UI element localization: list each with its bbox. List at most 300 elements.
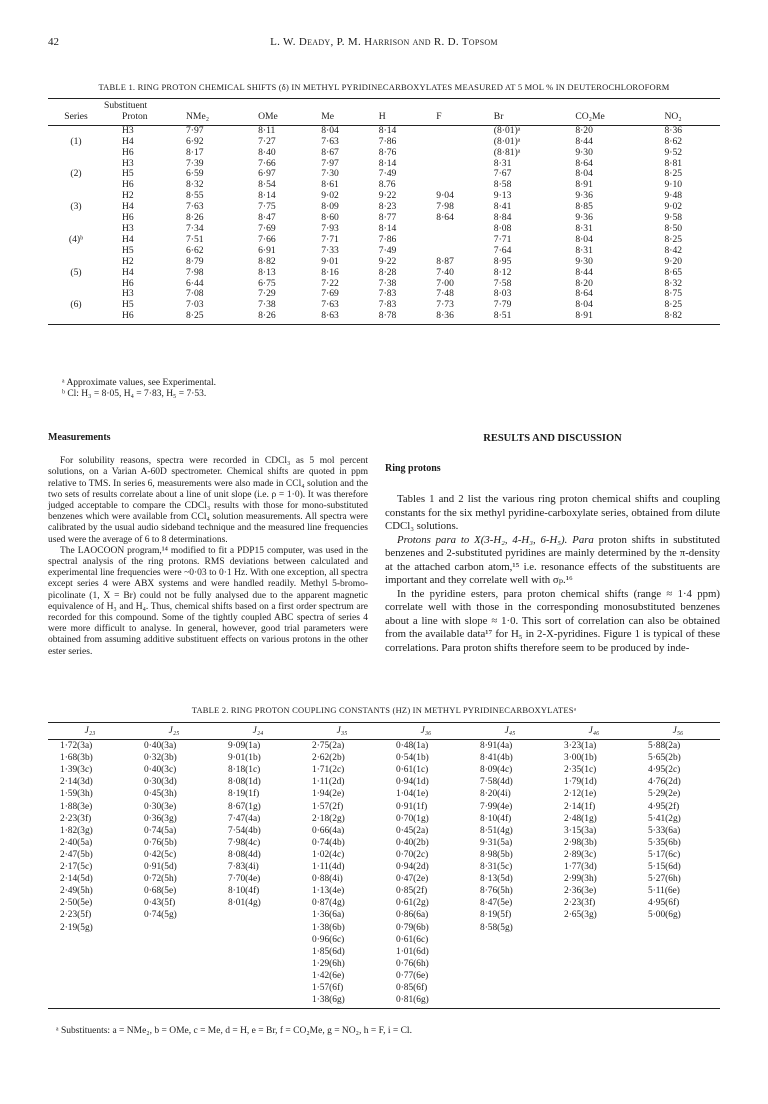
substituent-label: Substituent bbox=[104, 99, 184, 112]
results-paragraph-text: proton shifts in substituted benzenes and 2-substituted pyridines are mainly determined by the π-density at the attached carbon atom,¹⁵ i.e. resonance effects of the substituents are important and they correlate well with σₚ.¹⁶ bbox=[385, 533, 720, 586]
coupling-cell bbox=[468, 982, 552, 994]
shift-cell: 9·48 bbox=[664, 190, 683, 202]
shift-cell: 7·51 bbox=[186, 233, 204, 245]
shift-cell: 7·69 bbox=[258, 222, 276, 234]
shift-cell: 8·14 bbox=[378, 222, 397, 234]
coupling-cell: 2·35(1c) bbox=[564, 765, 597, 776]
proton-cell: H6 bbox=[122, 179, 134, 191]
shift-cell: 9·36 bbox=[575, 190, 593, 202]
shift-cell: 7·29 bbox=[258, 288, 276, 300]
coupling-cell: 0·87(4g) bbox=[312, 898, 345, 909]
shift-cell: 9·30 bbox=[575, 146, 593, 158]
shift-cell: 7·39 bbox=[186, 157, 204, 169]
coupling-cell: 1·36(6a) bbox=[312, 910, 345, 921]
coupling-cell: 8·51(4g) bbox=[480, 825, 513, 836]
para-protons-lead: Protons para to X(3-H₂, 4-H₃, 6-H₅). bbox=[397, 533, 568, 546]
shift-cell: 8·14 bbox=[378, 124, 397, 136]
table-row bbox=[48, 885, 720, 897]
shift-cell: 7·73 bbox=[436, 299, 454, 311]
proton-cell: H4 bbox=[122, 233, 134, 245]
shift-cell: 8·04 bbox=[575, 299, 593, 311]
measurements-heading: Measurements bbox=[48, 432, 111, 443]
proton-cell: H2 bbox=[122, 190, 134, 202]
table2-column-header: J₂₅ bbox=[132, 723, 216, 740]
coupling-cell: 5·15(6d) bbox=[648, 862, 681, 873]
shift-cell: 8·31 bbox=[493, 157, 512, 169]
shift-cell: 7·71 bbox=[321, 233, 339, 245]
shift-cell: 8·75 bbox=[664, 288, 683, 300]
shift-cell: 8·14 bbox=[378, 157, 397, 169]
coupling-cell: 3·00(1b) bbox=[564, 753, 597, 764]
coupling-cell: 0·48(1a) bbox=[396, 741, 429, 752]
shift-cell: 9·10 bbox=[664, 179, 683, 191]
coupling-cell: 2·48(1g) bbox=[564, 813, 597, 824]
coupling-cell bbox=[132, 970, 216, 982]
table-row bbox=[48, 873, 720, 885]
shift-cell: 7·63 bbox=[321, 135, 339, 147]
coupling-cell: 3·15(3a) bbox=[564, 825, 597, 836]
shift-cell: 8·50 bbox=[664, 222, 683, 234]
coupling-cell: 8·13(5d) bbox=[480, 874, 513, 885]
proton-cell: H3 bbox=[122, 222, 134, 234]
shift-cell: 9·22 bbox=[378, 190, 397, 202]
coupling-cell: 5·17(6c) bbox=[648, 849, 681, 860]
table-row bbox=[48, 311, 720, 324]
table-row bbox=[48, 922, 720, 934]
shift-cell: 7·86 bbox=[378, 233, 397, 245]
coupling-cell: 0·74(4b) bbox=[312, 837, 345, 848]
shift-cell bbox=[434, 159, 492, 170]
coupling-cell bbox=[552, 934, 636, 946]
coupling-cell: 7·83(4i) bbox=[228, 862, 259, 873]
shift-cell: 8·20 bbox=[575, 124, 593, 136]
coupling-cell: 9·09(1a) bbox=[228, 741, 261, 752]
shift-cell: 9·13 bbox=[493, 190, 512, 202]
coupling-cell: 0·74(5g) bbox=[144, 910, 177, 921]
coupling-cell: 2·14(3d) bbox=[60, 777, 93, 788]
coupling-cell bbox=[552, 922, 636, 934]
proton-cell: H6 bbox=[122, 277, 134, 289]
shift-cell: 8·25 bbox=[664, 299, 683, 311]
coupling-cell: 4·76(2d) bbox=[648, 777, 681, 788]
proton-cell: H4 bbox=[122, 266, 134, 278]
coupling-cell: 0·42(5c) bbox=[144, 849, 177, 860]
coupling-cell: 1·29(6h) bbox=[312, 958, 345, 969]
coupling-cell bbox=[216, 958, 300, 970]
coupling-cell: 2·49(5h) bbox=[60, 886, 93, 897]
table-row bbox=[48, 740, 720, 753]
table-row bbox=[48, 982, 720, 994]
series-cell bbox=[48, 257, 104, 268]
coupling-cell: 0·45(3h) bbox=[144, 789, 177, 800]
coupling-cell: 0·66(4a) bbox=[312, 825, 345, 836]
page-header bbox=[48, 36, 720, 50]
coupling-cell bbox=[636, 982, 720, 994]
shift-cell: 8·32 bbox=[186, 179, 204, 191]
table-row bbox=[48, 813, 720, 825]
coupling-cell: 8·98(5b) bbox=[480, 849, 513, 860]
proton-cell: H6 bbox=[122, 212, 134, 224]
coupling-cell: 0·85(2f) bbox=[396, 886, 428, 897]
shift-cell: 8·11 bbox=[258, 124, 276, 136]
shift-cell: 8·84 bbox=[493, 212, 512, 224]
coupling-cell bbox=[468, 946, 552, 958]
running-head: L. W. Deady, P. M. Harrison and R. D. Topsom bbox=[270, 36, 498, 48]
coupling-cell: 8·08(4d) bbox=[228, 849, 261, 860]
shift-cell: 8·47 bbox=[258, 212, 276, 224]
shift-cell: 7·00 bbox=[436, 277, 454, 289]
coupling-cell bbox=[48, 946, 132, 958]
table1-column-header: Series bbox=[48, 112, 104, 125]
shift-cell: 8·04 bbox=[321, 124, 339, 136]
shift-cell bbox=[434, 148, 492, 159]
table-row bbox=[48, 788, 720, 800]
table-row bbox=[48, 934, 720, 946]
shift-cell: 7·67 bbox=[493, 168, 512, 180]
table2-column-header: J₄₅ bbox=[468, 723, 552, 740]
shift-cell: 7·40 bbox=[436, 266, 454, 278]
shift-cell: 7·30 bbox=[321, 168, 339, 180]
coupling-cell: 0·40(3a) bbox=[144, 741, 177, 752]
shift-cell: 8·82 bbox=[662, 311, 720, 324]
coupling-cell: 1·38(6g) bbox=[300, 994, 384, 1009]
shift-cell: 8·12 bbox=[493, 266, 512, 278]
shift-cell: 7·38 bbox=[258, 299, 276, 311]
coupling-cell: 2·23(5f) bbox=[60, 910, 92, 921]
table-row bbox=[48, 946, 720, 958]
coupling-cell: 2·19(5g) bbox=[60, 922, 93, 933]
coupling-cell: 1·57(6f) bbox=[312, 982, 344, 993]
shift-cell: 7·97 bbox=[321, 157, 339, 169]
proton-cell: H2 bbox=[122, 255, 134, 267]
shift-cell: 9·22 bbox=[378, 255, 397, 267]
coupling-cell: 2·40(5a) bbox=[60, 837, 93, 848]
coupling-cell bbox=[216, 994, 300, 1009]
shift-cell: 8·58 bbox=[493, 179, 512, 191]
measurements-paragraph: For solubility reasons, spectra were recorded in CDCl₃ as 5 mol percent solutions, on a Varian A-60D spectrometer. Chemical shifts are quoted in ppm relative to TMS. In series 6, measurements were also made in CCl₄ solution and the two sets of results correlate about a line of unit slope (i.e. ρ = 1·0). It was therefore judged acceptable to compare the CDCl₃ results with those for mono-substituted benzenes which were available from CCl₄ solution measurements. All spectra were calibrated by the usual audio sideband technique and the measured line frequencies used were the average of 6 to 8 determinations. bbox=[48, 456, 368, 545]
shift-cell: 7·83 bbox=[378, 299, 397, 311]
shift-cell: 6·44 bbox=[186, 277, 204, 289]
coupling-cell bbox=[216, 982, 300, 994]
coupling-cell: 8·47(5e) bbox=[480, 898, 513, 909]
coupling-cell: 2·50(5e) bbox=[60, 898, 93, 909]
coupling-cell: 1·13(4e) bbox=[312, 886, 345, 897]
coupling-cell: 5·27(6h) bbox=[648, 874, 681, 885]
shift-cell: 7·71 bbox=[493, 233, 512, 245]
coupling-cell bbox=[216, 922, 300, 934]
results-section bbox=[385, 432, 720, 655]
coupling-cell: 2·36(3e) bbox=[564, 886, 597, 897]
coupling-cell: 1·38(6b) bbox=[312, 922, 345, 933]
shift-cell: 8·91 bbox=[575, 179, 593, 191]
coupling-cell bbox=[216, 946, 300, 958]
coupling-cell: 8·41(4b) bbox=[480, 753, 513, 764]
proton-cell: H3 bbox=[122, 124, 134, 136]
shift-cell: 7·98 bbox=[436, 201, 454, 213]
shift-cell: 8·64 bbox=[575, 157, 593, 169]
coupling-cell bbox=[636, 946, 720, 958]
coupling-cell: 1·02(4c) bbox=[312, 849, 345, 860]
shift-cell: 7·38 bbox=[378, 277, 397, 289]
shift-cell: 7·03 bbox=[186, 299, 204, 311]
table-row bbox=[48, 257, 720, 268]
coupling-cell: 2·18(2g) bbox=[312, 813, 345, 824]
shift-cell: 8.76 bbox=[378, 179, 396, 191]
shift-cell: 8·64 bbox=[436, 212, 454, 224]
coupling-cell: 0·32(3b) bbox=[144, 753, 177, 764]
coupling-cell: 0·43(5f) bbox=[144, 898, 176, 909]
shift-cell: 8·04 bbox=[575, 168, 593, 180]
shift-cell: 7·79 bbox=[493, 299, 512, 311]
shift-cell: 7·49 bbox=[378, 244, 397, 256]
coupling-cell: 8·58(5g) bbox=[480, 922, 513, 933]
shift-cell: 7·83 bbox=[378, 288, 397, 300]
coupling-cell: 2·12(1e) bbox=[564, 789, 597, 800]
series-cell: (4)ᵇ bbox=[68, 233, 84, 245]
shift-cell: 8·31 bbox=[575, 244, 593, 256]
coupling-cell bbox=[468, 958, 552, 970]
table-row bbox=[48, 801, 720, 813]
coupling-cell bbox=[48, 970, 132, 982]
shift-cell: 7·93 bbox=[321, 222, 339, 234]
coupling-cell: 0·77(6e) bbox=[396, 970, 429, 981]
table-row bbox=[48, 861, 720, 873]
shift-cell: 8·95 bbox=[493, 255, 512, 267]
coupling-cell bbox=[636, 958, 720, 970]
coupling-cell: 5·41(2g) bbox=[648, 813, 681, 824]
coupling-cell: 9·31(5a) bbox=[480, 837, 513, 848]
shift-cell: 8·67 bbox=[321, 146, 339, 158]
series-cell bbox=[48, 148, 104, 159]
shift-cell: 7·48 bbox=[436, 288, 454, 300]
coupling-cell: 0·40(3c) bbox=[144, 765, 177, 776]
coupling-cell: 2·62(2b) bbox=[312, 753, 345, 764]
table1 bbox=[48, 98, 720, 325]
table1-note-a: ᵃ Approximate values, see Experimental. bbox=[62, 378, 217, 388]
shift-cell: 8·26 bbox=[256, 311, 319, 324]
shift-cell: 9·30 bbox=[575, 255, 593, 267]
coupling-cell: 5·65(2b) bbox=[648, 753, 681, 764]
coupling-cell bbox=[552, 970, 636, 982]
table2-column-header: J₂₄ bbox=[216, 723, 300, 740]
coupling-cell: 7·47(4a) bbox=[228, 813, 261, 824]
coupling-cell bbox=[216, 909, 300, 921]
shift-cell: 7·69 bbox=[321, 288, 339, 300]
coupling-cell: 1·57(2f) bbox=[312, 801, 344, 812]
shift-cell: 8·14 bbox=[258, 190, 276, 202]
coupling-cell: 5·00(6g) bbox=[648, 910, 681, 921]
shift-cell: 7·34 bbox=[186, 222, 204, 234]
coupling-cell: 0·88(4i) bbox=[312, 874, 343, 885]
coupling-cell: 1·59(3h) bbox=[60, 789, 93, 800]
shift-cell: 6·59 bbox=[186, 168, 204, 180]
table1-column-header: H bbox=[377, 112, 435, 125]
coupling-cell: 4·95(2c) bbox=[648, 765, 681, 776]
coupling-cell: 2·99(3h) bbox=[564, 874, 597, 885]
shift-cell: 8·25 bbox=[664, 168, 683, 180]
shift-cell: 7·63 bbox=[186, 201, 204, 213]
shift-cell: 9·01 bbox=[321, 255, 339, 267]
coupling-cell: 8·31(5c) bbox=[480, 862, 513, 873]
coupling-cell bbox=[636, 970, 720, 982]
coupling-cell: 8·19(1f) bbox=[228, 789, 260, 800]
shift-cell: 8·55 bbox=[186, 190, 204, 202]
shift-cell: 8·40 bbox=[258, 146, 276, 158]
measurements-section bbox=[48, 432, 368, 658]
shift-cell: 7·86 bbox=[378, 135, 397, 147]
shift-cell: 8·60 bbox=[321, 212, 339, 224]
table2-note: ᵃ Substituents: a = NMe₂, b = OMe, c = Me, d = H, e = Br, f = CO₂Me, g = NO₂, h = F, i = Cl. bbox=[56, 1026, 412, 1036]
shift-cell: 9·52 bbox=[664, 146, 683, 158]
shift-cell: 8·25 bbox=[664, 233, 683, 245]
shift-cell bbox=[434, 169, 492, 180]
table2-column-header: J₂₃ bbox=[48, 723, 132, 740]
shift-cell: 7·63 bbox=[321, 299, 339, 311]
measurements-paragraph: The LAOCOON program,¹⁴ modified to fit a PDP15 computer, was used in the spectral analysis of the ring protons. RMS deviations between calculated and experimental line frequencies were ~0·03 to 0·1 Hz. With one exception, all spectra except series 4 were ABX systems and were handled readily. Methyl 5-bromo-picolinate (1, X = Br) could not be fully analysed due to the apparent magnetic equivalence of H₃ and H₄. Thus, chemical shifts based on a first order spectrum are recorded for this compound. Some of the tightly coupled ABC spectra of series 4 were more difficult to analyse. In general, however, good trial parameters were obtained from assuming additive substituent effects on various protons in the other ester series. bbox=[48, 545, 368, 657]
coupling-cell: 0·94(1d) bbox=[396, 777, 429, 788]
shift-cell: 8·87 bbox=[436, 255, 454, 267]
coupling-cell bbox=[48, 994, 132, 1009]
coupling-cell: 1·01(6d) bbox=[396, 946, 429, 957]
proton-cell: H4 bbox=[122, 201, 134, 213]
shift-cell: 6·97 bbox=[258, 168, 276, 180]
shift-cell: 8·23 bbox=[378, 201, 397, 213]
coupling-cell: 0·54(1b) bbox=[396, 753, 429, 764]
shift-cell: 7·64 bbox=[493, 244, 512, 256]
table-row bbox=[48, 764, 720, 776]
shift-cell: 8·04 bbox=[575, 233, 593, 245]
coupling-cell: 0·86(6a) bbox=[396, 910, 429, 921]
shift-cell: 7·27 bbox=[258, 135, 276, 147]
coupling-cell bbox=[636, 934, 720, 946]
coupling-cell bbox=[48, 934, 132, 946]
shift-cell: 8·32 bbox=[664, 277, 683, 289]
coupling-cell: 5·11(6e) bbox=[648, 886, 680, 897]
table1-column-header: NO₂ bbox=[662, 112, 720, 125]
shift-cell: 8·54 bbox=[258, 179, 276, 191]
coupling-cell bbox=[132, 994, 216, 1009]
coupling-cell bbox=[48, 958, 132, 970]
coupling-cell: 2·89(3c) bbox=[564, 849, 597, 860]
coupling-cell: 7·98(4c) bbox=[228, 837, 261, 848]
shift-cell: 7·75 bbox=[258, 201, 276, 213]
shift-cell bbox=[434, 235, 492, 246]
coupling-cell: 0·81(6g) bbox=[384, 994, 468, 1009]
coupling-cell: 1·79(1d) bbox=[564, 777, 597, 788]
shift-cell: 8·09 bbox=[321, 201, 339, 213]
coupling-cell bbox=[468, 934, 552, 946]
coupling-cell bbox=[552, 982, 636, 994]
coupling-cell: 7·58(4d) bbox=[480, 777, 513, 788]
coupling-cell bbox=[468, 970, 552, 982]
coupling-cell: 0·74(5a) bbox=[144, 825, 177, 836]
table-row bbox=[48, 825, 720, 837]
shift-cell: 8·08 bbox=[493, 222, 512, 234]
series-cell: (5) bbox=[70, 266, 82, 278]
coupling-cell: 1·04(1e) bbox=[396, 789, 429, 800]
coupling-cell bbox=[468, 994, 552, 1009]
coupling-cell: 2·75(2a) bbox=[312, 741, 345, 752]
table1-note-b: ᵇ Cl: H₃ = 8·05, H₄ = 7·83, H₅ = 7·53. bbox=[62, 389, 207, 399]
coupling-cell: 0·61(2g) bbox=[396, 898, 429, 909]
proton-cell: H4 bbox=[122, 135, 134, 147]
coupling-cell: 0·76(5b) bbox=[144, 837, 177, 848]
proton-cell: H6 bbox=[104, 311, 184, 324]
proton-cell: H3 bbox=[122, 288, 134, 300]
coupling-cell: 8·91(4a) bbox=[480, 741, 513, 752]
coupling-cell: 5·88(2a) bbox=[648, 741, 681, 752]
coupling-cell: 0·70(2c) bbox=[396, 849, 429, 860]
shift-cell: 8·82 bbox=[258, 255, 276, 267]
shift-cell: 8·44 bbox=[575, 266, 593, 278]
shift-cell: 9·36 bbox=[575, 212, 593, 224]
table1-notes bbox=[62, 378, 216, 400]
coupling-cell: 7·54(4b) bbox=[228, 825, 261, 836]
shift-cell: 8·81 bbox=[664, 157, 683, 169]
coupling-cell: 2·23(3f) bbox=[60, 813, 92, 824]
shift-cell: (8·01)ᵃ bbox=[493, 135, 521, 147]
series-cell: (6) bbox=[70, 299, 82, 311]
coupling-cell: 1·68(3b) bbox=[60, 753, 93, 764]
series-cell: (1) bbox=[70, 135, 82, 147]
table-row bbox=[48, 776, 720, 788]
table-row bbox=[48, 909, 720, 921]
shift-cell: 9·02 bbox=[321, 190, 339, 202]
shift-cell: 6·91 bbox=[258, 244, 276, 256]
shift-cell: 8·65 bbox=[664, 266, 683, 278]
coupling-cell: 0·70(1g) bbox=[396, 813, 429, 824]
coupling-cell: 0·91(5d) bbox=[144, 862, 177, 873]
para-lead-word: Para bbox=[572, 533, 594, 546]
proton-cell: H5 bbox=[122, 244, 134, 256]
shift-cell: 8·28 bbox=[378, 266, 397, 278]
coupling-cell: 0·96(6c) bbox=[312, 934, 345, 945]
shift-cell: 8·91 bbox=[573, 311, 662, 324]
proton-cell: H5 bbox=[122, 299, 134, 311]
shift-cell: 7·58 bbox=[493, 277, 512, 289]
coupling-cell: 1·71(2c) bbox=[312, 765, 345, 776]
coupling-cell: 4·95(2f) bbox=[648, 801, 680, 812]
coupling-cell: 1·39(3c) bbox=[60, 765, 93, 776]
ring-protons-subheading: Ring protons bbox=[385, 462, 441, 474]
shift-cell: 7·98 bbox=[186, 266, 204, 278]
coupling-cell: 2·14(1f) bbox=[564, 801, 596, 812]
shift-cell: 8·64 bbox=[575, 288, 593, 300]
table1-column-header: Me bbox=[319, 112, 377, 125]
coupling-cell bbox=[552, 994, 636, 1009]
coupling-cell: 8·10(4f) bbox=[228, 886, 260, 897]
coupling-cell bbox=[552, 946, 636, 958]
coupling-cell: 0·76(6h) bbox=[396, 958, 429, 969]
coupling-cell: 9·01(1b) bbox=[228, 753, 261, 764]
series-cell bbox=[48, 180, 104, 191]
shift-cell: 8·77 bbox=[378, 212, 397, 224]
series-cell bbox=[48, 125, 104, 136]
coupling-cell: 4·95(6f) bbox=[648, 898, 680, 909]
coupling-cell bbox=[636, 994, 720, 1009]
coupling-cell: 1·94(2e) bbox=[312, 789, 345, 800]
coupling-cell bbox=[132, 958, 216, 970]
shift-cell: 7·08 bbox=[186, 288, 204, 300]
table1-caption: TABLE 1. RING PROTON CHEMICAL SHIFTS (δ) IN METHYL PYRIDINECARBOXYLATES MEASURED AT 5 MOL % IN DEUTEROCHLOROFORM bbox=[98, 82, 670, 92]
results-paragraph: Tables 1 and 2 list the various ring proton chemical shifts and coupling constants for the six methyl pyridine-carboxylate series, obtained from dilute CDCl₃ solutions. bbox=[385, 493, 720, 532]
shift-cell: 8·36 bbox=[434, 311, 492, 324]
coupling-cell: 0·94(2d) bbox=[396, 862, 429, 873]
coupling-cell: 0·79(6b) bbox=[396, 922, 429, 933]
coupling-cell: 1·77(3d) bbox=[564, 862, 597, 873]
table1-column-header: CO₂Me bbox=[573, 112, 662, 125]
coupling-cell: 5·35(6b) bbox=[648, 837, 681, 848]
